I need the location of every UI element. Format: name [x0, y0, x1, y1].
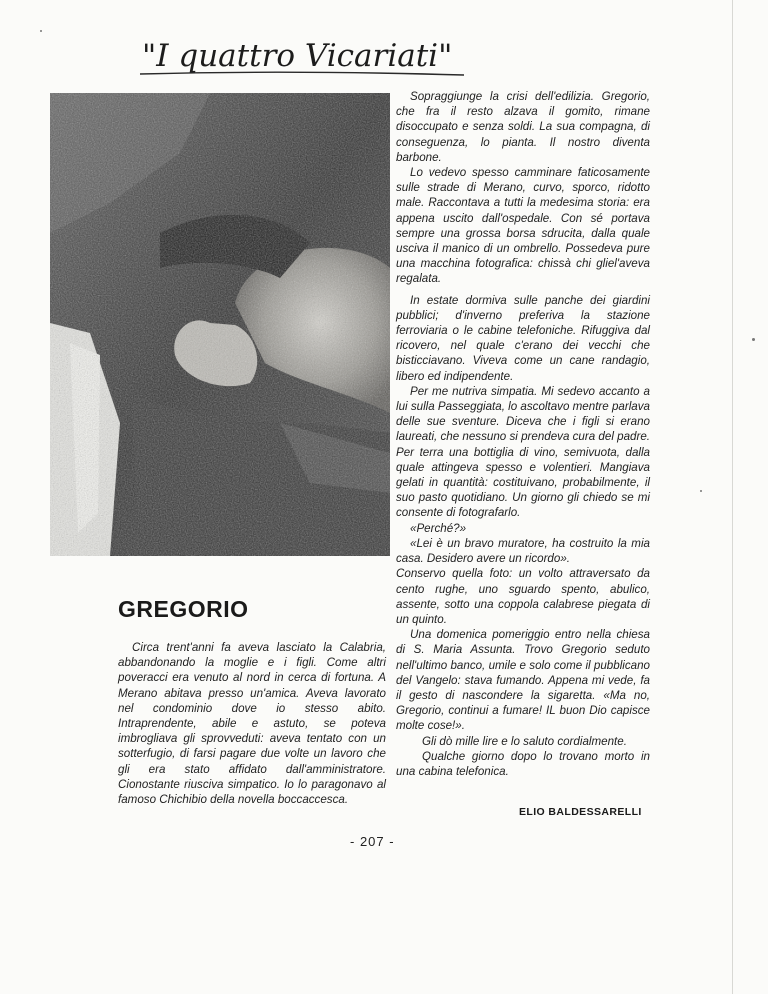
scan-speck — [700, 490, 702, 492]
paragraph: In estate dormiva sulle panche dei giardini pubblici; d'inverno preferiva la stazione ferroviaria o le cabine telefoniche. Rifuggiva dal ricovero, nel quale c'erano dei vecchi che bisticciavano. Viveva come un cane randagio, libero ed indipendente. — [396, 293, 650, 383]
paragraph: Sopraggiunge la crisi dell'edilizia. Gregorio, che fra il resto alzava il gomito, rimane disoccupato e senza soldi. La sua compagna, di conseguenza, lo pianta. Il nostro diventa barbone. — [396, 90, 650, 164]
paragraph: «Lei è un bravo muratore, ha costruito la mia casa. Desidero avere un ricordo». — [396, 536, 650, 566]
scan-speck — [752, 338, 755, 341]
paragraph: Lo vedevo spesso camminare faticosamente sulle strade di Merano, curvo, sporco, ridotto male. Raccontava a tutti la medesima storia: era appena uscito dall'ospedale. Con sé portava sempre una grossa borsa sdrucita, dalla quale usciva il manico di un ombrello. Possedeva pure una macchina fotografica: chissà chi gliel'aveva regalata. — [396, 166, 650, 286]
page-number: - 207 - — [350, 834, 395, 849]
article-headline: GREGORIO — [118, 596, 249, 622]
handwritten-title — [138, 22, 468, 90]
gregorio-photo — [50, 93, 390, 556]
paragraph: Per me nutriva simpatia. Mi sedevo accanto a lui sulla Passeggiata, lo ascoltavo mentre parlava delle sue sventure. Diceva che i figli si erano laureati, che nessuno si prendeva cura del padre. Per terra una bottiglia di vino, semivuota, dalla quale attingeva spesso e volentieri. Mangiava gelati in quantità: costituivano, probabilmente, il suo pasto quotidiano. Un giorno gli chiedo se mi consente di fotografarlo. — [396, 384, 650, 520]
right-column — [396, 89, 650, 779]
paragraph: Conservo quella foto: un volto attraversato da cento rughe, uno sguardo spento, abulico, assente, sotto una coppola calabrese piegata di un quinto. — [396, 567, 650, 626]
paragraph: Una domenica pomeriggio entro nella chiesa di S. Maria Assunta. Trovo Gregorio seduto nell'ultimo banco, umile e solo come il pubblicano del Vangelo: stava fumando. Appena mi vede, fa il gesto di nascondere la sigaretta. «Ma no, Gregorio, continui a fumare! IL buon Dio capisce molte cose!». — [396, 628, 650, 733]
scan-margin-line — [732, 0, 733, 994]
author-signature: ELIO BALDESSARELLI — [519, 806, 642, 818]
paragraph: «Perché?» — [410, 521, 467, 535]
scan-speck — [40, 30, 42, 32]
handwritten-title-text: "I quattro Vicariati" — [142, 38, 453, 74]
paragraph: Gli dò mille lire e lo saluto cordialmente. — [422, 734, 627, 748]
left-column — [118, 640, 386, 807]
paragraph: Qualche giorno dopo lo trovano morto in una cabina telefonica. — [396, 749, 650, 778]
paragraph: Circa trent'anni fa aveva lasciato la Calabria, abbandonando la moglie e i figli. Come altri poveracci era venuto al nord in cerca di fortuna. A Merano abitava presso un'amica. Aveva lavorato nel condominio dove io stesso abito. Intraprendente, abile e astuto, se poteva imbrogliava gli sprovveduti: aveva tentato con un sotterfugio, di farsi pagare due volte un lavoro che gli era stato affidato dall'amministratore. Cionostante riusciva simpatico. Io lo paragonavo al famoso Chichibio della novella boccaccesca. — [118, 641, 386, 807]
